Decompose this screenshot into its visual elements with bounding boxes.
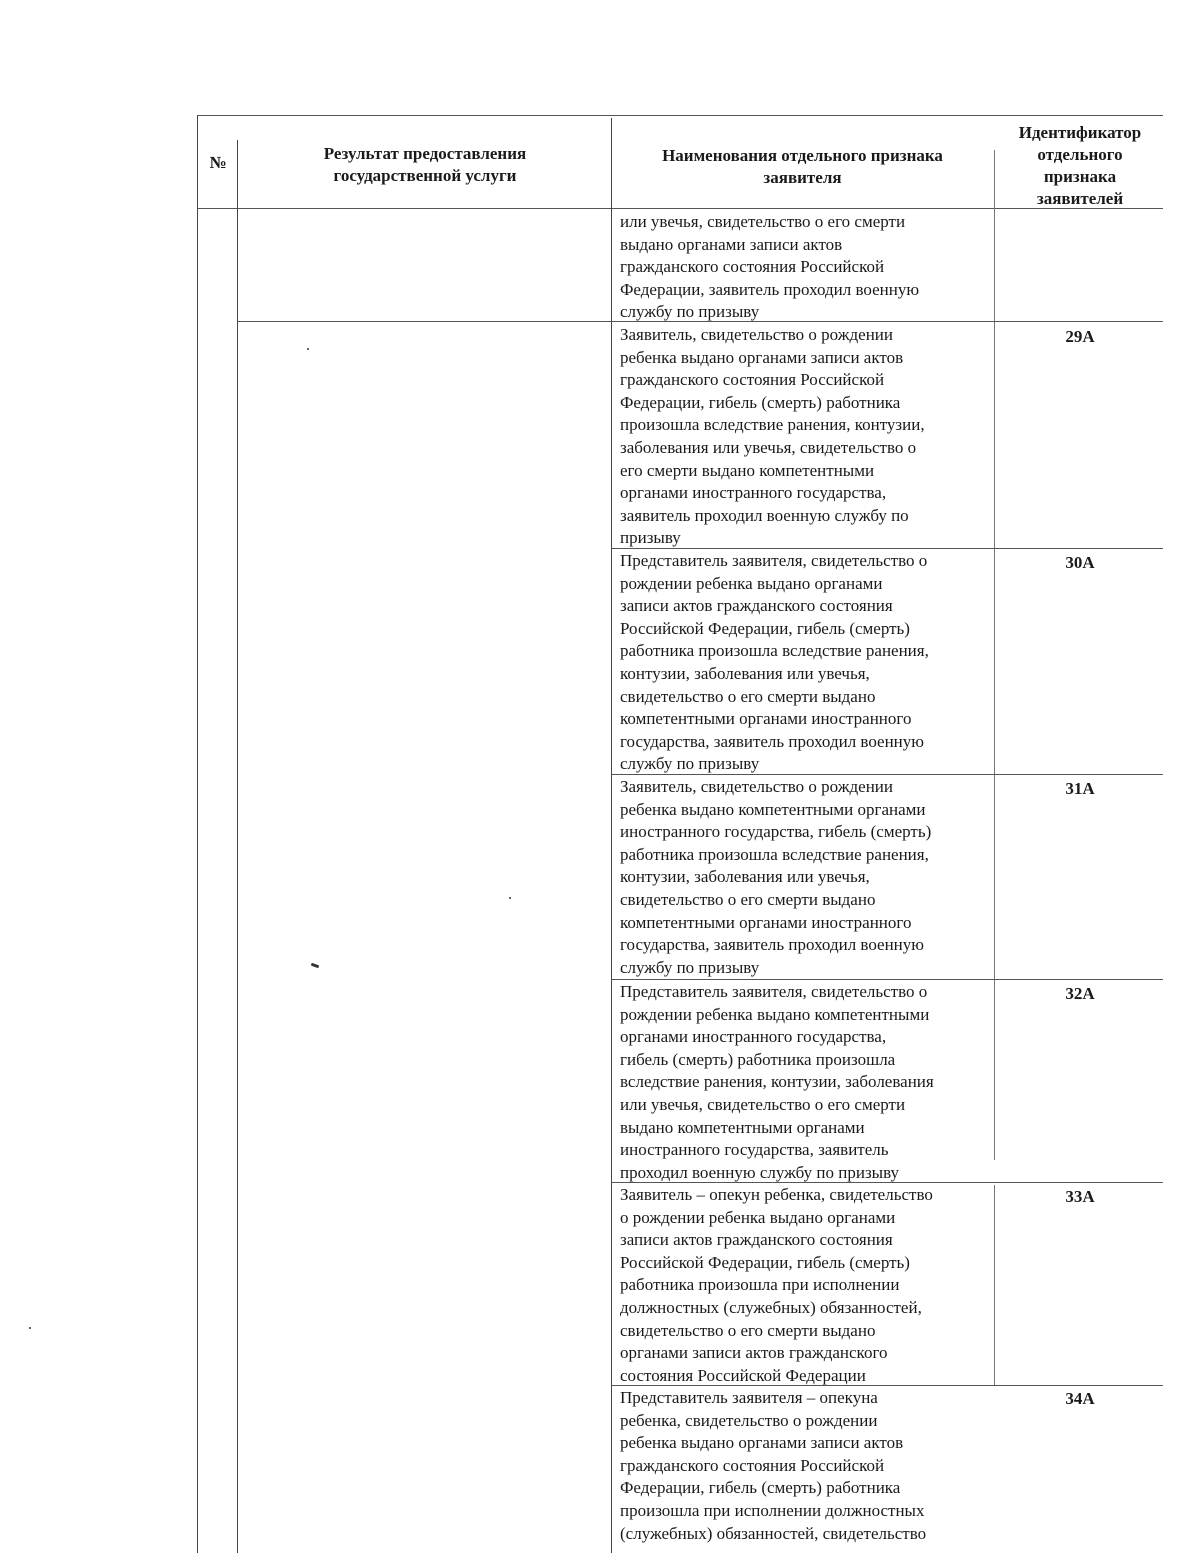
- header-name: Наименования отдельного признака заявителя: [662, 146, 943, 187]
- row-separator: [611, 548, 1163, 549]
- table-row-text: Представитель заявителя – опекуна ребенка, свидетельство о рождении ребенка выдано органами записи актов гражданского состояния Российской Федерации, гибель (смерть) работника произошла при исполнении должностных (служебных) обязанностей, свидетельство: [620, 1388, 927, 1543]
- table-left-border: [197, 115, 198, 1553]
- table-top-border: [197, 115, 1163, 116]
- row-separator: [611, 1385, 1163, 1386]
- table-row-identifier: 29А: [1065, 327, 1095, 346]
- table-row-text: или увечья, свидетельство о его смерти выдано органами записи актов гражданского состояния Российской Федерации, заявитель проходил военную службу по призыву: [620, 212, 920, 321]
- header-number: №: [209, 153, 227, 172]
- scan-speck: [307, 348, 309, 350]
- table-row-text: Заявитель – опекун ребенка, свидетельство о рождении ребенка выдано органами записи актов гражданского состояния Российской Федерации, гибель (смерть) работника произошла при исполнении должностных (служебных) обязанностей, свидетельство о его смерти выдано органами записи актов гражданского состояния Российской Федерации: [620, 1185, 933, 1385]
- header-identifier: Идентификатор отдельного признака заявителей: [1018, 123, 1142, 208]
- row-separator: [611, 1182, 1163, 1183]
- column-divider-num: [237, 140, 238, 1553]
- column-divider-name-lower: [994, 1185, 995, 1385]
- header-result: Результат предоставления государственной услуги: [323, 144, 527, 185]
- table-row-text: Представитель заявителя, свидетельство о рождении ребенка выдано компетентными органами иностранного государства, гибель (смерть) работника произошла вследствие ранения, контузии, заболевания или увечья, свидетельство о его смерти выдано компетентными органами иностранного государства, заявитель проходил военную службу по призыву: [620, 982, 934, 1182]
- column-divider-name: [994, 150, 995, 1160]
- table-row-identifier: 30А: [1065, 553, 1095, 572]
- table-row-text: Заявитель, свидетельство о рождении ребенка выдано компетентными органами иностранного государства, гибель (смерть) работника произошла вследствие ранения, контузии, заболевания или увечья, свидетельство о его смерти выдано компетентными органами иностранного государства, заявитель проходил военную службу по призыву: [620, 777, 932, 977]
- table-row-text: Заявитель, свидетельство о рождении ребенка выдано органами записи актов гражданского состояния Российской Федерации, гибель (смерть) работника произошла вследствие ранения, контузии, заболевания или увечья, свидетельство о его смерти выдано компетентными органами иностранного государства, заявитель проходил военную службу по призыву: [620, 325, 925, 548]
- row-separator: [611, 979, 1163, 980]
- scan-speck: [29, 1327, 31, 1329]
- scan-speck: [509, 897, 511, 899]
- row-separator: [611, 774, 1163, 775]
- table-row-identifier: 33А: [1065, 1187, 1095, 1206]
- table-row-identifier: 31А: [1065, 779, 1095, 798]
- table-row-text: Представитель заявителя, свидетельство о рождении ребенка выдано органами записи актов гражданского состояния Российской Федерации, гибель (смерть) работника произошла вследствие ранения, контузии, заболевания или увечья, свидетельство о его смерти выдано компетентными органами иностранного государства, заявитель проходил военную службу по призыву: [620, 551, 929, 774]
- row-separator: [237, 321, 1163, 322]
- table-row-identifier: 32А: [1065, 984, 1095, 1003]
- column-divider-result: [611, 118, 612, 1553]
- table-row-identifier: 34А: [1065, 1389, 1095, 1408]
- scan-speck: [311, 963, 320, 969]
